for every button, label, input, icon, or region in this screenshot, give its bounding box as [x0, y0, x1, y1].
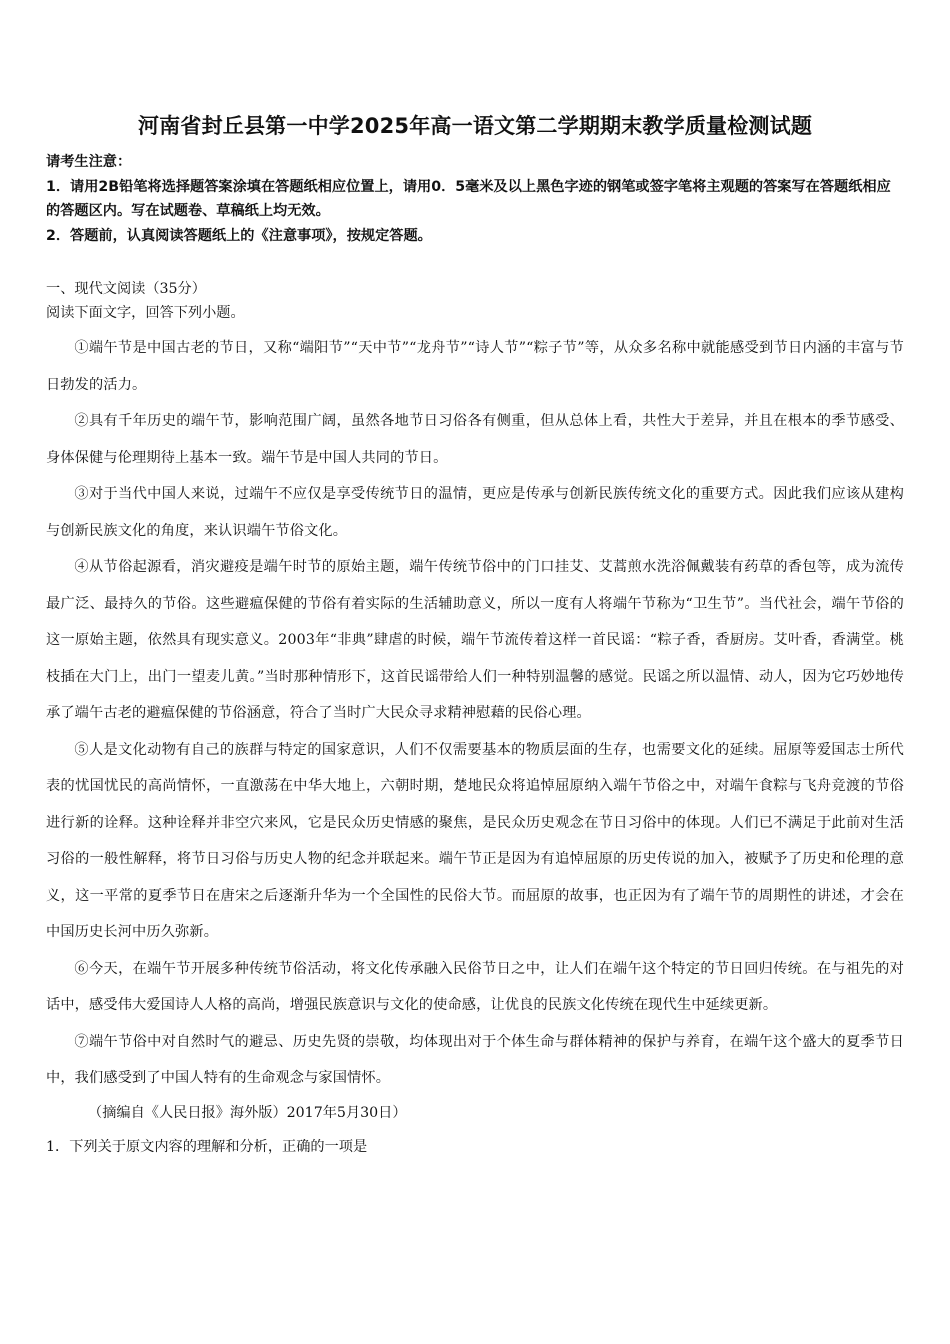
passage-source: （摘编自《人民日报》海外版）2017年5月30日） [88, 1104, 407, 1121]
passage-paragraph-5: ⑤人是文化动物有自己的族群与特定的国家意识，人们不仅需要基本的物质层面的生存，也需要文化的延续。屈原等爱国志士所代表的忧国忧民的高尚情怀，一直激荡在中华大地上，六朝时期，楚地民众将追悼屈原纳入端午节俗之中，对端午食粽与飞舟竞渡的节俗进行新的诠释。这种诠释并非空穴来风，它是民众历史情感的聚焦，是民众历史观念在节日习俗中的体现。人们已不满足于此前对生活习俗的一般性解释，将节日习俗与历史人物的纪念并联起来。端午节正是因为有追悼屈原的历史传说的加入，被赋予了历史和伦理的意义，这一平常的夏季节日在唐宋之后逐渐升华为一个全国性的民俗大节。而屈原的故事，也正因为有了端午节的周期性的讲述，才会在中国历史长河中历久弥新。 [46, 741, 904, 940]
passage-paragraph-1: ①端午节是中国古老的节日，又称“端阳节”“天中节”“龙舟节”“诗人节”“粽子节”等，从众多名称中就能感受到节日内涵的丰富与节日勃发的活力。 [46, 340, 904, 393]
passage-paragraph-2: ②具有千年历史的端午节，影响范围广阔，虽然各地节日习俗各有侧重，但从总体上看，共性大于差异，并且在根本的季节感受、身体保健与伦理期待上基本一致。端午节是中国人共同的节日。 [46, 413, 904, 466]
reading-passage [46, 330, 904, 1097]
section-intro: 阅读下面文字，回答下列小题。 [46, 305, 245, 321]
passage-paragraph-6: ⑥今天，在端午节开展多种传统节俗活动，将文化传承融入民俗节日之中，让人们在端午这个特定的节日回归传统。在与祖先的对话中，感受伟大爱国诗人人格的高尚，增强民族意识与文化的使命感，让优良的民族文化传统在现代生中延续更新。 [46, 960, 904, 1013]
passage-paragraph-4: ④从节俗起源看，消灾避疫是端午时节的原始主题，端午传统节俗中的门口挂艾、艾蒿煎水洗浴佩戴装有药草的香包等，成为流传最广泛、最持久的节俗。这些避瘟保健的节俗有着实际的生活辅助意义，所以一度有人将端午节称为“卫生节”。当代社会，端午节俗的这一原始主题，依然具有现实意义。2003年“非典”肆虐的时候，端午节流传着这样一首民谣：“粽子香，香厨房。艾叶香，香满堂。桃枝插在大门上，出门一望麦儿黄。”当时那种情形下，这首民谣带给人们一种特别温馨的感觉。民谣之所以温情、动人，因为它巧妙地传承了端午古老的避瘟保健的节俗涵意，符合了当时广大民众寻求精神慰藉的民俗心理。 [46, 559, 904, 721]
notice-item-2: 2．答题前，认真阅读答题纸上的《注意事项》，按规定答题。 [46, 227, 432, 244]
notice-item-1: 1．请用2B铅笔将选择题答案涂填在答题纸相应位置上，请用0．5毫米及以上黑色字迹的钢笔或签字笔将主观题的答案写在答题纸相应的答题区内。写在试题卷、草稿纸上均无效。 [46, 178, 891, 219]
candidate-notice [46, 150, 904, 248]
passage-paragraph-3: ③对于当代中国人来说，过端午不应仅是享受传统节日的温情，更应是传承与创新民族传统文化的重要方式。因此我们应该从建构与创新民族文化的角度，来认识端午节俗文化。 [46, 486, 904, 539]
section-heading: 一、现代文阅读（35分） [46, 281, 206, 297]
notice-heading: 请考生注意： [46, 154, 132, 170]
question-1: 1．下列关于原文内容的理解和分析，正确的一项是 [46, 1138, 368, 1155]
passage-paragraph-7: ⑦端午节俗中对自然时气的避忌、历史先贤的崇敬，均体现出对于个体生命与群体精神的保护与养育，在端午这个盛大的夏季节日中，我们感受到了中国人特有的生命观念与家国情怀。 [46, 1033, 904, 1086]
exam-title: 河南省封丘县第一中学2025年高一语文第二学期期末教学质量检测试题 [137, 114, 813, 138]
